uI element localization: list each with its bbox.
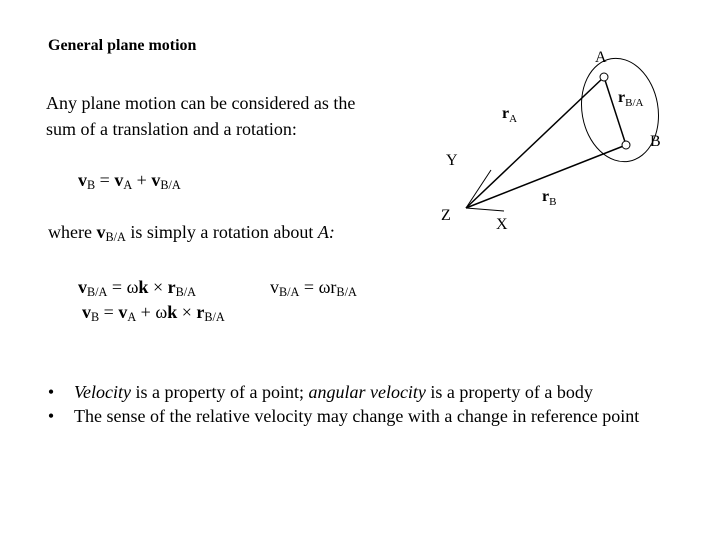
point-A-marker — [600, 73, 608, 81]
slide-title: General plane motion — [48, 37, 197, 54]
label-Z: Z — [441, 207, 451, 224]
bullet-item — [28, 404, 698, 428]
bullet-dot: • — [47, 382, 55, 402]
label-A: A — [595, 49, 607, 66]
rotation-explanation: where $v_{B/A}$ is simply a rotation about A: — [48, 222, 335, 245]
relative-velocity-magnitude: $v_{B/A} = \omega r_{B/A}$ — [270, 277, 357, 300]
relative-position-vector-rBA — [604, 77, 626, 145]
position-vector-rA — [466, 77, 604, 208]
velocity-equation: $v_B = v_A + v_{B/A}$ — [78, 170, 181, 193]
bullet-text: The sense of the relative velocity may change with a change in reference point — [74, 406, 640, 426]
bullet-text: Velocity is a property of a point; angular velocity is a property of a body — [74, 382, 593, 402]
label-Y: Y — [446, 152, 458, 169]
label-B: B — [650, 133, 661, 150]
absolute-velocity-equation: $v_B = v_A + \omega k \times r_{B/A}$ — [82, 302, 225, 325]
x-axis — [466, 208, 504, 211]
label-rBA: $r_{B/A}$ — [618, 89, 644, 109]
bullet-list — [28, 380, 698, 428]
intro-text: Any plane motion can be considered as the sum of a translation and a rotation: — [46, 93, 356, 139]
rigid-body-outline — [574, 52, 667, 168]
label-X: X — [496, 216, 508, 233]
bullet-item — [28, 380, 698, 404]
relative-velocity-equation: $v_{B/A} = \omega k \times r_{B/A}$ — [78, 277, 196, 300]
bullet-dot: • — [47, 406, 55, 426]
label-rA: $r_A$ — [502, 105, 518, 125]
label-rB: $r_B$ — [542, 188, 557, 208]
point-B-marker — [622, 141, 630, 149]
